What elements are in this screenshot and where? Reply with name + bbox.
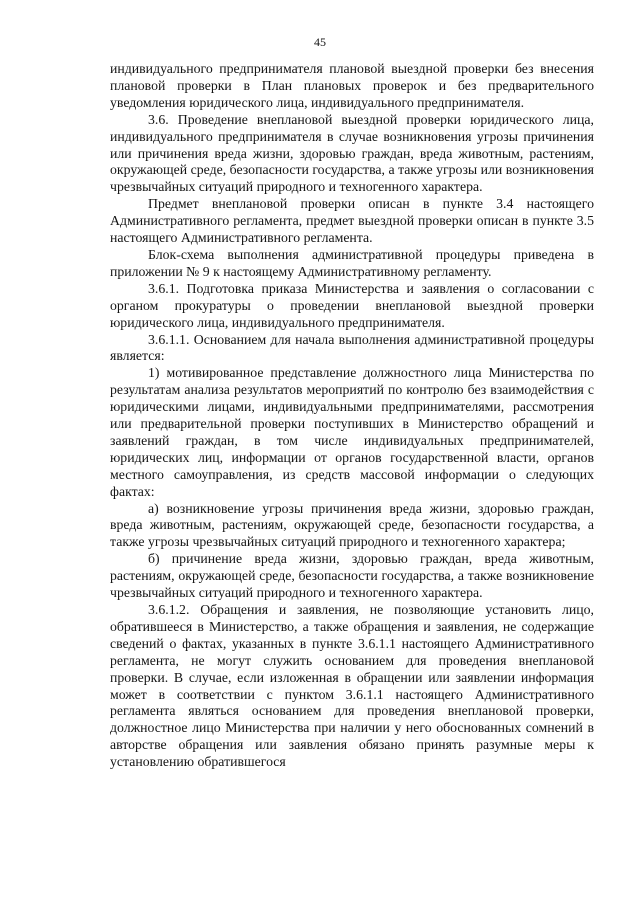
paragraph-subject-of-inspection: Предмет внеплановой проверки описан в пункте 3.4 настоящего Административного регламента, предмет выездной проверки описан в пункте 3.5 настоящего Административного регламента. — [110, 196, 594, 246]
page-number: 45 — [314, 35, 326, 49]
paragraph-3-6: 3.6. Проведение внеплановой выездной проверки юридического лица, индивидуального предпринимателя в случае возникновения угрозы причинения или причинения вреда жизни, здоровью граждан, вреда животным, растениям, окружающей среде, безопасности государства, а также угрозы или возникновения чрезвычайных ситуаций природного и техногенного характера. — [110, 111, 594, 195]
body-text — [110, 61, 594, 771]
paragraph-item-b: б) причинение вреда жизни, здоровью граждан, вреда животным, растениям, окружающей среде, безопасности государства, а также возникновение чрезвычайных ситуаций природного и техногенного характера. — [110, 551, 594, 601]
paragraph-3-6-1-2: 3.6.1.2. Обращения и заявления, не позволяющие установить лицо, обратившееся в Министерство, а также обращения и заявления, не содержащие сведений о фактах, указанных в пункте 3.6.1.1 настоящего Административного регламента, не могут служить основанием для проведения внеплановой проверки. В случае, если изложенная в обращении или заявлении информация может в соответствии с пунктом 3.6.1.1 настоящего Административного регламента являться основанием для проведения внеплановой проверки, должностное лицо Министерства при наличии у него обоснованных сомнений в авторстве обращения или заявления обязано принять разумные меры к установлению обратившегося — [110, 602, 594, 770]
paragraph-item-a: а) возникновение угрозы причинения вреда жизни, здоровью граждан, вреда животным, растениям, окружающей среде, безопасности государства, а также угрозы чрезвычайных ситуаций природного и техногенного характера; — [110, 500, 594, 550]
paragraph-continuation: индивидуального предпринимателя плановой выездной проверки без внесения плановой проверки в План плановых проверок и без предварительного уведомления юридического лица, индивидуального предпринимателя. — [110, 61, 594, 110]
paragraph-item-1: 1) мотивированное представление должностного лица Министерства по результатам анализа результатов мероприятий по контролю без взаимодействия с юридическими лицами, индивидуальными предпринимателями, рассмотрения или предварительной проверки поступивших в Министерство обращений и заявлений граждан, в том числе индивидуальных предпринимателей, юридических лиц, информации от органов государственной власти, органов местного самоуправления, из средств массовой информации о следующих фактах: — [110, 365, 594, 499]
paragraph-3-6-1: 3.6.1. Подготовка приказа Министерства и заявления о согласовании с органом прокуратуры о проведении внеплановой выездной проверки юридического лица, индивидуального предпринимателя. — [110, 280, 594, 330]
paragraph-3-6-1-1: 3.6.1.1. Основанием для начала выполнения административной процедуры является: — [110, 331, 594, 364]
paragraph-flowchart-reference: Блок-схема выполнения административной процедуры приведена в приложении № 9 к настоящему Административному регламенту. — [110, 246, 594, 279]
